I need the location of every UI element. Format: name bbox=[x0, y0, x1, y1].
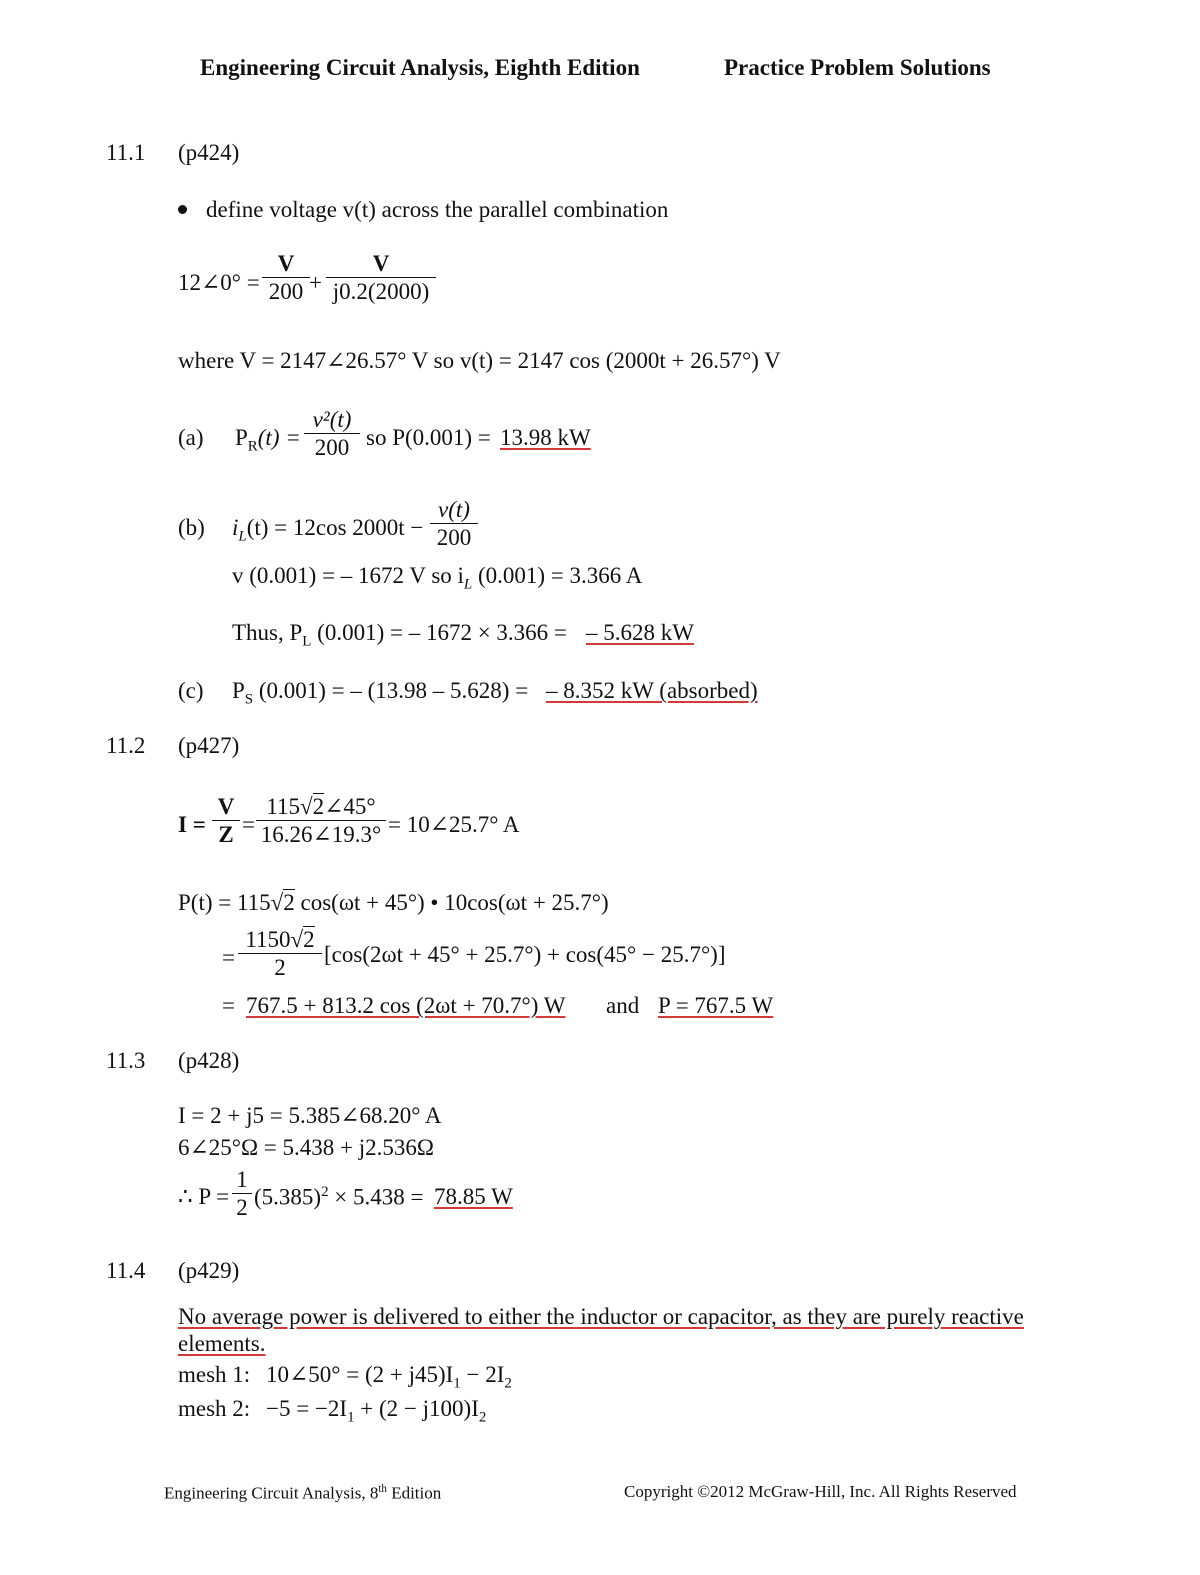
kcl-frac-2-num: V bbox=[372, 251, 390, 276]
part-b-thus-b: (0.001) = – 1672 × 3.366 = bbox=[311, 620, 567, 645]
power-num-a: 1150 bbox=[245, 927, 291, 952]
part-a-mid: (t) = bbox=[257, 425, 301, 450]
power-frac-num: 1150√2 bbox=[245, 927, 315, 952]
p3-half-num: 1 bbox=[236, 1167, 248, 1192]
problem-number-11-2: 11.2 bbox=[106, 733, 146, 758]
mesh-2-eq-a: −5 = −2I bbox=[266, 1396, 348, 1421]
current-frac-2-den: 16.26∠19.3° bbox=[260, 822, 382, 847]
kcl-frac-1 bbox=[262, 252, 310, 303]
part-b-label: (b) bbox=[178, 515, 205, 540]
num-a: 115 bbox=[266, 794, 301, 819]
mesh-2-label: mesh 2: bbox=[178, 1396, 251, 1421]
mesh-2-sub-2: 2 bbox=[478, 1409, 487, 1426]
p3-base: (5.385) bbox=[254, 1184, 322, 1210]
footer-left bbox=[164, 1483, 441, 1503]
kcl-frac-1-den: 200 bbox=[268, 279, 304, 304]
frac-bar bbox=[212, 820, 240, 821]
part-c-rest: (0.001) = – (13.98 – 5.628) = bbox=[253, 678, 529, 703]
footer-copyright: Copyright ©2012 McGraw-Hill, Inc. All Rights Reserved bbox=[624, 1482, 1017, 1501]
frac-bar bbox=[256, 820, 386, 821]
current-eq: = bbox=[242, 812, 255, 837]
mesh-2-eq bbox=[266, 1396, 486, 1426]
mesh-1-label: mesh 1: bbox=[178, 1362, 251, 1387]
part-a-sub: R bbox=[247, 438, 258, 455]
kcl-plus: + bbox=[309, 270, 322, 295]
part-b-eq bbox=[232, 515, 423, 545]
power-bracket: [cos(2ωt + 45° + 25.7°) + cos(45° − 25.7°)] bbox=[324, 942, 726, 967]
part-a-label: (a) bbox=[178, 425, 204, 450]
current-frac-1 bbox=[212, 795, 240, 846]
power-line-1-b: cos(ωt + 45°) • 10cos(ωt + 25.7°) bbox=[294, 890, 609, 915]
part-b-sub: L bbox=[238, 528, 247, 545]
header-subtitle: Practice Problem Solutions bbox=[724, 55, 991, 80]
bullet-dot bbox=[178, 205, 187, 214]
p3-line-3-b bbox=[254, 1184, 424, 1210]
mesh-1-eq-b: − 2I bbox=[460, 1362, 505, 1387]
mesh-1-sub-2: 2 bbox=[504, 1375, 512, 1392]
frac-bar bbox=[238, 953, 322, 954]
part-a-p: P bbox=[235, 425, 248, 450]
bullet-text: define voltage v(t) across the parallel combination bbox=[206, 197, 669, 222]
part-b-line2 bbox=[232, 563, 642, 593]
footer-left-a: Engineering Circuit Analysis, 8 bbox=[164, 1483, 379, 1503]
mesh-1-eq-a: 10∠50° = (2 + j45)I bbox=[266, 1362, 454, 1387]
power-line-3-eq: = bbox=[222, 993, 235, 1018]
p3-line-3-c: × 5.438 = bbox=[328, 1184, 424, 1210]
mesh-1-eq bbox=[266, 1362, 512, 1392]
part-b-num: v(t) bbox=[438, 497, 470, 522]
page-ref-11-3: (p428) bbox=[178, 1048, 240, 1073]
part-b-line2-b: (0.001) = 3.366 A bbox=[472, 563, 643, 588]
problem-number-11-4: 11.4 bbox=[106, 1258, 146, 1283]
frac-bar bbox=[304, 433, 360, 434]
kcl-frac-1-num: V bbox=[277, 251, 295, 276]
power-result-average: P = 767.5 W bbox=[658, 993, 774, 1018]
page-ref-11-4: (p429) bbox=[178, 1258, 240, 1283]
power-num-rad: 2 bbox=[303, 927, 315, 952]
p3-line-3-a: ∴ P = bbox=[178, 1184, 230, 1209]
part-c-eq bbox=[232, 678, 528, 708]
where-line: where V = 2147∠26.57° V so v(t) = 2147 cos (2000t + 26.57°) V bbox=[178, 348, 781, 373]
power-result-instant: 767.5 + 813.2 cos (2ωt + 70.7°) W bbox=[246, 993, 566, 1018]
part-b-line2-sub: L bbox=[463, 576, 473, 593]
p3-sup: 2 bbox=[321, 1184, 329, 1200]
p3-half-den: 2 bbox=[236, 1195, 248, 1220]
part-b-result: – 5.628 kW bbox=[586, 620, 694, 645]
kcl-frac-2 bbox=[326, 252, 436, 303]
kcl-frac-2-den: j0.2(2000) bbox=[332, 279, 430, 304]
frac-bar bbox=[326, 277, 436, 278]
mesh-2-sub-1: 1 bbox=[347, 1409, 355, 1426]
footer-left-b: Edition bbox=[386, 1483, 442, 1503]
header-title: Engineering Circuit Analysis, Eighth Edition bbox=[200, 55, 640, 80]
part-a-frac bbox=[304, 408, 360, 459]
part-b-thus-a: Thus, P bbox=[232, 620, 303, 645]
page-ref-11-1: (p424) bbox=[178, 140, 240, 165]
part-c-sub: S bbox=[244, 691, 254, 708]
power-frac-den: 2 bbox=[274, 955, 286, 980]
num-rad: 2 bbox=[312, 794, 325, 819]
frac-bar bbox=[262, 277, 310, 278]
p4-text-line-1: No average power is delivered to either the inductor or capacitor, as they are purely reactive bbox=[178, 1304, 1024, 1329]
part-b-line2-a: v (0.001) = – 1672 V so i bbox=[232, 563, 464, 588]
mesh-2-eq-b: + (2 − j100)I bbox=[354, 1396, 479, 1421]
part-a-result: 13.98 kW bbox=[500, 425, 591, 450]
current-frac-2 bbox=[256, 795, 386, 846]
part-c-p: P bbox=[232, 678, 245, 703]
current-lhs: I = bbox=[178, 812, 206, 837]
p4-text-line-2: elements. bbox=[178, 1331, 266, 1356]
problem-number-11-1: 11.1 bbox=[106, 140, 146, 165]
part-a-num: v²(t) bbox=[312, 407, 352, 432]
part-a-so: so P(0.001) = bbox=[366, 425, 491, 450]
part-a-lhs bbox=[235, 425, 301, 455]
power-and: and bbox=[606, 993, 640, 1018]
p3-result: 78.85 W bbox=[434, 1184, 513, 1209]
current-rhs: = 10∠25.7° A bbox=[388, 812, 520, 837]
current-frac-1-num: V bbox=[217, 794, 235, 819]
part-b-den: 200 bbox=[436, 525, 472, 550]
current-frac-2-num: 115√2∠45° bbox=[266, 794, 376, 819]
power-line-1: P(t) = 115√2 cos(ωt + 45°) • 10cos(ωt + 25.7°) bbox=[178, 890, 609, 915]
power-frac bbox=[238, 928, 322, 979]
p3-half-frac bbox=[232, 1168, 252, 1219]
part-b-frac bbox=[430, 498, 478, 549]
p3-line-2: 6∠25°Ω = 5.438 + j2.536Ω bbox=[178, 1135, 434, 1160]
power-line-2-eq: = bbox=[222, 945, 235, 970]
part-c-label: (c) bbox=[178, 678, 204, 703]
page-ref-11-2: (p427) bbox=[178, 733, 240, 758]
power-line-1-rad: 2 bbox=[283, 890, 295, 915]
num-b: ∠45° bbox=[324, 794, 376, 819]
part-b-thus-sub: L bbox=[302, 633, 312, 650]
problem-number-11-3: 11.3 bbox=[106, 1048, 146, 1073]
part-c-result: – 8.352 kW (absorbed) bbox=[546, 678, 758, 703]
footer-left-sup: th bbox=[378, 1483, 387, 1495]
part-b-i: i bbox=[232, 515, 239, 540]
part-b-thus bbox=[232, 620, 567, 650]
kcl-eq-lhs: 12∠0° = bbox=[178, 270, 260, 295]
power-line-1-a: P(t) = 115 bbox=[178, 890, 271, 915]
frac-bar bbox=[232, 1193, 252, 1194]
frac-bar bbox=[430, 523, 478, 524]
part-a-den: 200 bbox=[314, 435, 350, 460]
part-b-rest: (t) = 12cos 2000t − bbox=[246, 515, 424, 540]
p3-line-1: I = 2 + j5 = 5.385∠68.20° A bbox=[178, 1103, 442, 1128]
mesh-1-sub-1: 1 bbox=[453, 1375, 461, 1392]
current-frac-1-den: Z bbox=[218, 822, 234, 847]
